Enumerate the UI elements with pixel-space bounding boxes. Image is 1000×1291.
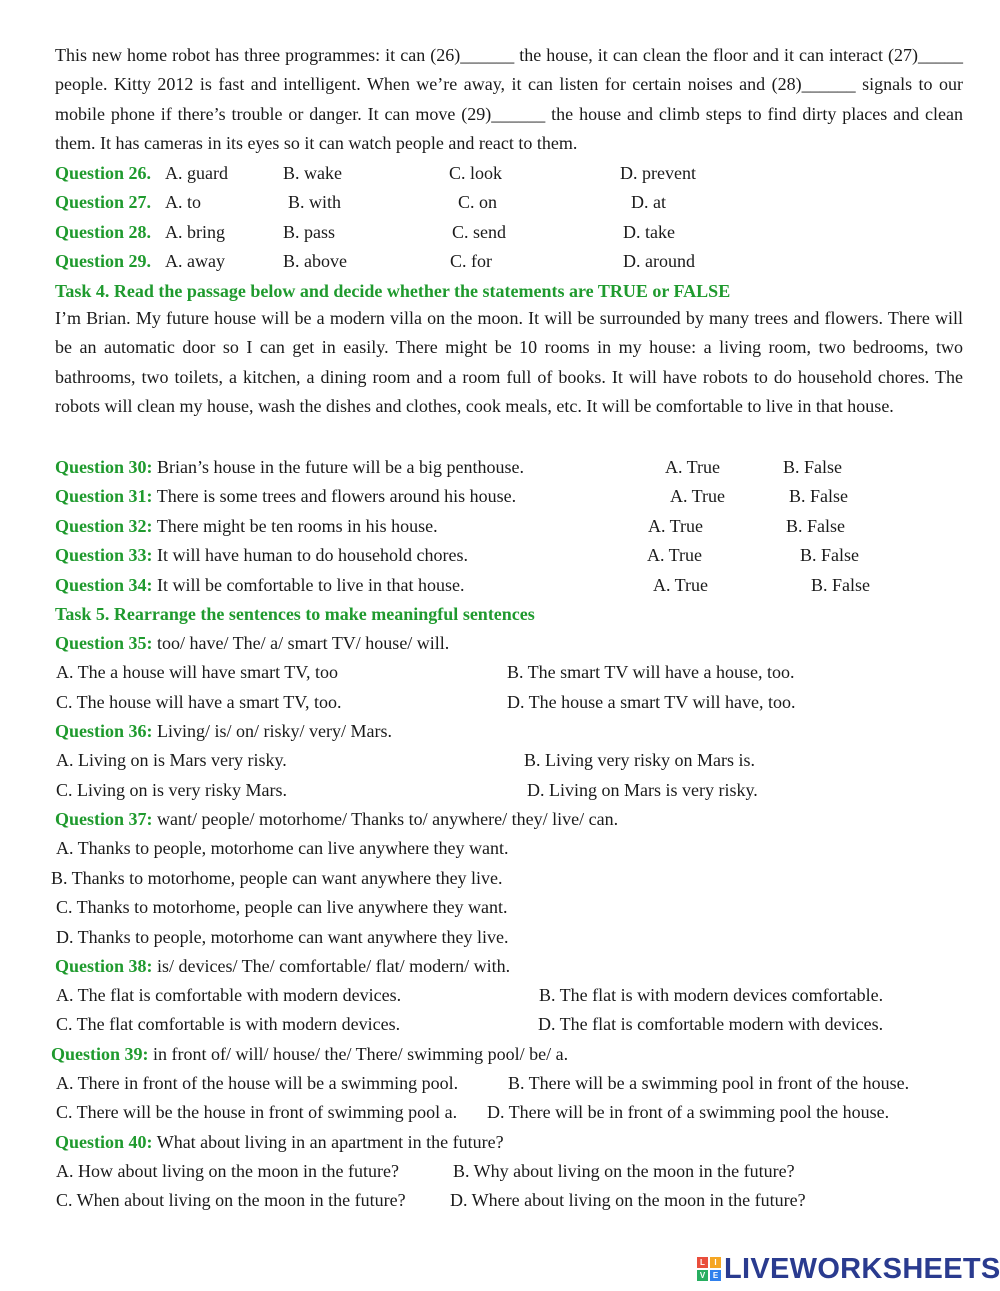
question-34: Question 34: It will be comfortable to live in that house.	[55, 575, 465, 595]
q33-option-true[interactable]: A. True	[647, 545, 703, 565]
q26-option-a[interactable]: A. guard	[165, 163, 228, 183]
q40-option-b[interactable]: B. Why about living on the moon in the future?	[453, 1161, 795, 1181]
question-30: Question 30: Brian’s house in the future will be a big penthouse.	[55, 457, 524, 477]
q31-option-true[interactable]: A. True	[670, 486, 726, 506]
question-38: Question 38: is/ devices/ The/ comfortable/ flat/ modern/ with.	[55, 956, 511, 976]
q36-option-a[interactable]: A. Living on is Mars very risky.	[56, 750, 287, 770]
logo-mark-icon: L I V E	[697, 1257, 721, 1281]
q35-option-b[interactable]: B. The smart TV will have a house, too.	[507, 662, 795, 682]
q38-option-b[interactable]: B. The flat is with modern devices comfortable.	[539, 985, 884, 1005]
q27-option-a[interactable]: A. to	[165, 192, 201, 212]
logo-text: LIVEWORKSHEETS	[724, 1252, 1000, 1285]
q37-option-c[interactable]: C. Thanks to motorhome, people can live anywhere they want.	[56, 897, 508, 917]
q31-option-false[interactable]: B. False	[789, 486, 849, 506]
q36-option-b[interactable]: B. Living very risky on Mars is.	[524, 750, 755, 770]
question-27-label: Question 27.	[55, 192, 152, 212]
q27-option-c[interactable]: C. on	[458, 192, 498, 212]
q35-option-c[interactable]: C. The house will have a smart TV, too.	[56, 692, 342, 712]
q38-option-a[interactable]: A. The flat is comfortable with modern devices.	[56, 985, 402, 1005]
q39-option-a[interactable]: A. There in front of the house will be a swimming pool.	[56, 1073, 459, 1093]
q30-option-false[interactable]: B. False	[783, 457, 843, 477]
q28-option-c[interactable]: C. send	[452, 222, 506, 242]
q26-option-c[interactable]: C. look	[449, 163, 503, 183]
question-37: Question 37: want/ people/ motorhome/ Thanks to/ anywhere/ they/ live/ can.	[55, 809, 619, 829]
q36-option-d[interactable]: D. Living on Mars is very risky.	[527, 780, 758, 800]
q32-option-false[interactable]: B. False	[786, 516, 846, 536]
q40-option-d[interactable]: D. Where about living on the moon in the future?	[450, 1190, 806, 1210]
q37-option-b[interactable]: B. Thanks to motorhome, people can want anywhere they live.	[51, 868, 503, 888]
q29-option-a[interactable]: A. away	[165, 251, 225, 271]
q28-option-b[interactable]: B. pass	[283, 222, 336, 242]
liveworksheets-logo[interactable]	[697, 1252, 1000, 1286]
q40-option-c[interactable]: C. When about living on the moon in the future?	[56, 1190, 406, 1210]
question-26-label: Question 26.	[55, 163, 152, 183]
task-4-title: Task 4. Read the passage below and decide whether the statements are TRUE or FALSE	[55, 281, 731, 301]
question-31: Question 31: There is some trees and flowers around his house.	[55, 486, 517, 506]
robot-passage: This new home robot has three programmes: it can (26)______ the house, it can clean the floor and it can interact (27)_____ people. Kitty 2012 is fast and intelligent. When we’re away, it can listen for certain noises and (28)______ signals to our mobile phone if there’s trouble or danger. It can move (29)______ the house and climb steps to find dirty places and clean them. It has cameras in its eyes so it can watch people and react to them.	[55, 45, 963, 154]
question-32: Question 32: There might be ten rooms in his house.	[55, 516, 438, 536]
q29-option-b[interactable]: B. above	[283, 251, 347, 271]
question-29-label: Question 29.	[55, 251, 152, 271]
q35-option-a[interactable]: A. The a house will have smart TV, too	[56, 662, 338, 682]
q34-option-false[interactable]: B. False	[811, 575, 871, 595]
q26-option-b[interactable]: B. wake	[283, 163, 342, 183]
q37-option-d[interactable]: D. Thanks to people, motorhome can want anywhere they live.	[56, 927, 509, 947]
question-28-label: Question 28.	[55, 222, 152, 242]
question-36: Question 36: Living/ is/ on/ risky/ very/ Mars.	[55, 721, 392, 741]
q39-option-b[interactable]: B. There will be a swimming pool in front of the house.	[508, 1073, 910, 1093]
q28-option-a[interactable]: A. bring	[165, 222, 225, 242]
q28-option-d[interactable]: D. take	[623, 222, 675, 242]
q29-option-d[interactable]: D. around	[623, 251, 695, 271]
q37-option-a[interactable]: A. Thanks to people, motorhome can live anywhere they want.	[56, 838, 509, 858]
question-40: Question 40: What about living in an apartment in the future?	[55, 1132, 504, 1152]
brian-passage: I’m Brian. My future house will be a modern villa on the moon. It will be surrounded by many trees and flowers. There will be an automatic door so I can get in easily. There might be 10 rooms in my house: a living room, two bedrooms, two bathrooms, two toilets, a kitchen, a dining room and a room full of books. It will have robots to do household chores. The robots will clean my house, wash the dishes and clothes, cook meals, etc. It will be comfortable to live in that house.	[55, 308, 963, 417]
q27-option-b[interactable]: B. with	[288, 192, 342, 212]
q34-option-true[interactable]: A. True	[653, 575, 709, 595]
question-35: Question 35: too/ have/ The/ a/ smart TV/ house/ will.	[55, 633, 450, 653]
q26-option-d[interactable]: D. prevent	[620, 163, 696, 183]
q33-option-false[interactable]: B. False	[800, 545, 860, 565]
q27-option-d[interactable]: D. at	[631, 192, 666, 212]
q39-option-c[interactable]: C. There will be the house in front of swimming pool a.	[56, 1102, 458, 1122]
q38-option-d[interactable]: D. The flat is comfortable modern with devices.	[538, 1014, 884, 1034]
question-33: Question 33: It will have human to do household chores.	[55, 545, 468, 565]
q29-option-c[interactable]: C. for	[450, 251, 492, 271]
q40-option-a[interactable]: A. How about living on the moon in the future?	[56, 1161, 399, 1181]
q38-option-c[interactable]: C. The flat comfortable is with modern devices.	[56, 1014, 401, 1034]
q30-option-true[interactable]: A. True	[665, 457, 721, 477]
q35-option-d[interactable]: D. The house a smart TV will have, too.	[507, 692, 796, 712]
q32-option-true[interactable]: A. True	[648, 516, 704, 536]
q39-option-d[interactable]: D. There will be in front of a swimming pool the house.	[487, 1102, 890, 1122]
question-39: Question 39: in front of/ will/ house/ the/ There/ swimming pool/ be/ a.	[51, 1044, 569, 1064]
q36-option-c[interactable]: C. Living on is very risky Mars.	[56, 780, 287, 800]
task-5-title: Task 5. Rearrange the sentences to make meaningful sentences	[55, 604, 535, 624]
